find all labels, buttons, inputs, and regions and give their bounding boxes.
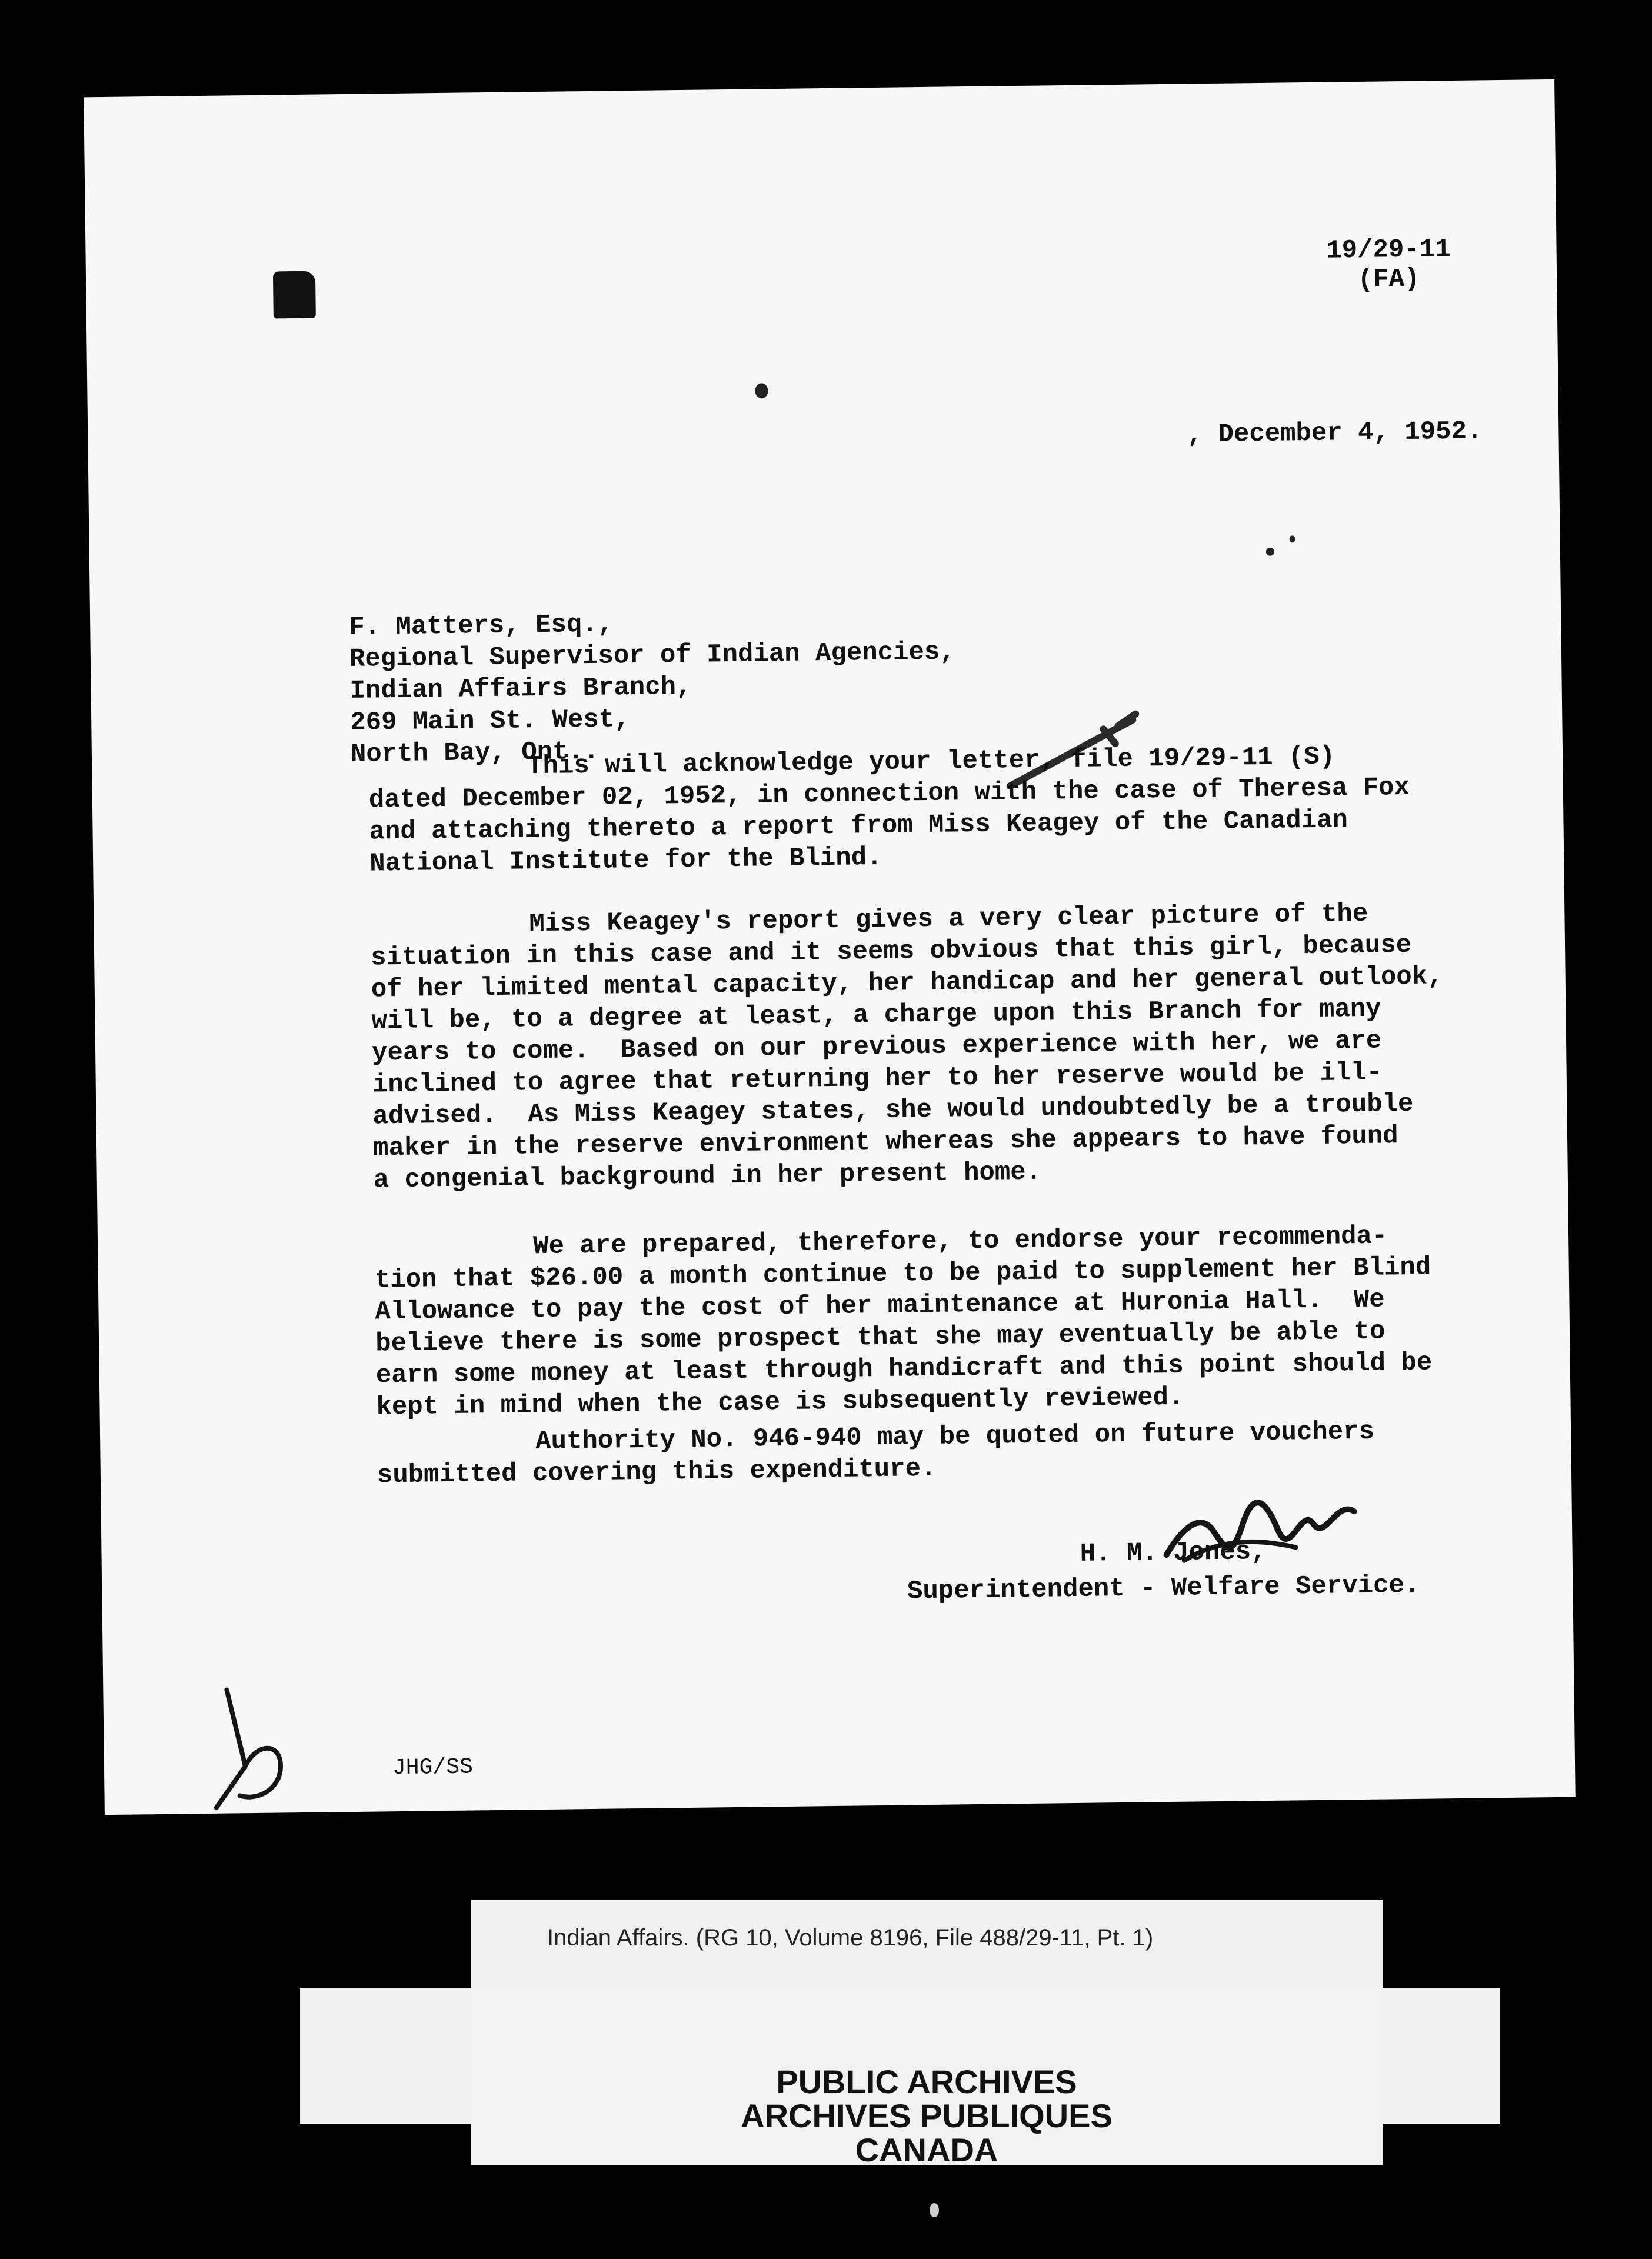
typist-initials: JHG/SS xyxy=(392,1754,474,1781)
letter-date: , December 4, 1952. xyxy=(1187,417,1483,450)
address-line: 269 Main St. West, xyxy=(349,705,630,738)
ink-speck xyxy=(755,383,768,398)
file-code: (FA) xyxy=(1357,264,1420,295)
ink-speck xyxy=(1290,535,1295,542)
address-line: North Bay, Ont.. xyxy=(350,737,599,769)
archive-stamp-text xyxy=(471,2065,1383,2167)
paragraph-line: dated December 02, 1952, in connection with the case of Theresa Fox xyxy=(368,772,1410,815)
paragraph-line: earn some money at least through handicraft and this point should be xyxy=(375,1348,1433,1391)
paragraph-line: and attaching thereto a report from Miss Keagey of the Canadian xyxy=(369,805,1348,847)
paragraph-line: will be, to a degree at least, a charge upon this Branch for many xyxy=(371,994,1381,1037)
address-line: F. Matters, Esq., xyxy=(348,609,614,642)
paragraph-line: situation in this case and it seems obvious that this girl, because xyxy=(370,930,1412,973)
punch-hole xyxy=(273,271,316,319)
archive-line: ARCHIVES PUBLIQUES xyxy=(741,2097,1113,2134)
signature-block xyxy=(907,1534,1420,1608)
paragraph-line: a congenial background in her present home. xyxy=(373,1157,1042,1195)
letter-page xyxy=(84,79,1575,1815)
paragraph-line: of her limited mental capacity, her handicap and her general outlook, xyxy=(371,962,1443,1005)
paragraph-authority xyxy=(377,1415,1389,1491)
archive-reference-text: Indian Affairs. (RG 10, Volume 8196, File 488/29-11, Pt. 1) xyxy=(547,1925,1154,1951)
archive-stamp xyxy=(471,1983,1383,2168)
file-reference xyxy=(1326,235,1451,295)
handwritten-initial-icon xyxy=(203,1677,305,1814)
paragraph-line: kept in mind when the case is subsequently reviewed. xyxy=(376,1382,1184,1422)
signatory-name: H. M. Jones, xyxy=(1080,1537,1267,1569)
paragraph-line: Allowance to pay the cost of her maintenance at Huronia Hall. We xyxy=(375,1285,1385,1327)
paragraph-report xyxy=(370,898,1443,1197)
paragraph-line: We are prepared, therefore, to endorse your recommenda- xyxy=(532,1221,1388,1262)
signatory-title: Superintendent - Welfare Service. xyxy=(907,1570,1420,1607)
address-line: Regional Supervisor of Indian Agencies, xyxy=(349,637,955,674)
paragraph-line: National Institute for the Blind. xyxy=(369,842,882,879)
paragraph-line: tion that $26.00 a month continue to be paid to supplement her Blind xyxy=(374,1252,1431,1295)
paragraph-recommendation xyxy=(374,1220,1433,1423)
paragraph-line: years to come. Based on our previous experience with her, we are xyxy=(371,1026,1382,1068)
recipient-address xyxy=(349,604,957,771)
ink-speck xyxy=(1266,548,1274,556)
paragraph-line: believe there is some prospect that she may eventually be able to xyxy=(375,1317,1385,1359)
archive-line: CANADA xyxy=(855,2131,998,2168)
paragraph-line: Miss Keagey's report gives a very clear picture of the xyxy=(529,899,1368,939)
paragraph-line: submitted covering this expenditure. xyxy=(377,1454,937,1491)
address-line: Indian Affairs Branch, xyxy=(349,672,692,706)
film-speck xyxy=(930,2203,939,2217)
paragraph-line: inclined to agree that returning her to her reserve would be ill- xyxy=(372,1058,1383,1100)
paragraph-line: advised. As Miss Keagey states, she would undoubtedly be a trouble xyxy=(372,1089,1414,1132)
paragraph-line: Authority No. 946-940 may be quoted on future vouchers xyxy=(535,1417,1375,1457)
file-number: 19/29-11 xyxy=(1326,235,1451,266)
paragraph-line: maker in the reserve environment whereas she appears to have found xyxy=(372,1121,1398,1164)
paragraph-acknowledgement xyxy=(368,741,1410,880)
paragraph-line: This will acknowledge your letter, file 19/29-11 (S) xyxy=(527,742,1335,782)
archive-line: PUBLIC ARCHIVES xyxy=(776,2063,1077,2100)
archive-reference-label xyxy=(471,1900,1383,1983)
